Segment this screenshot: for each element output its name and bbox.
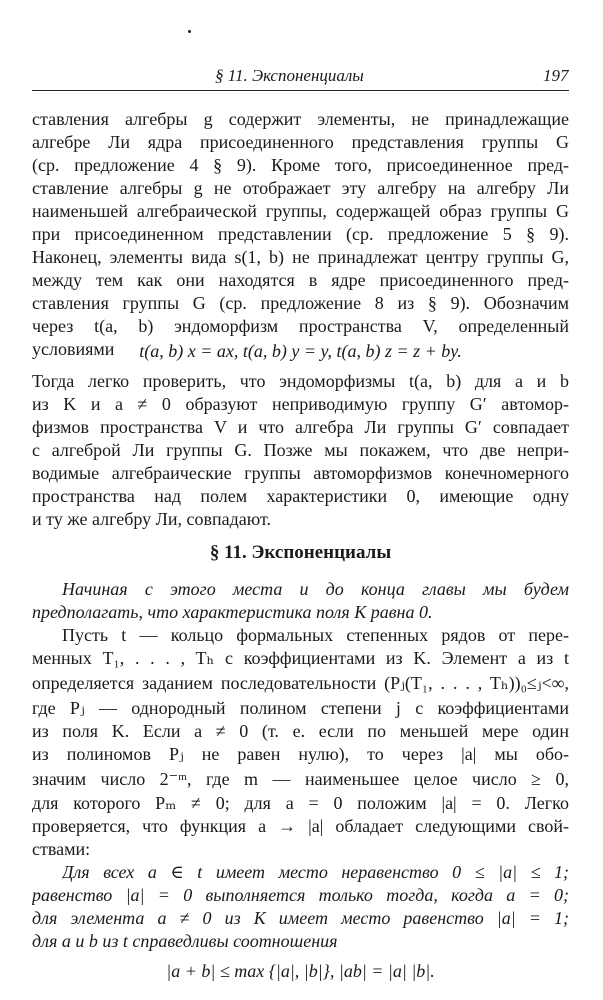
text-line: пространства над полем характеристики 0, имеющие одну	[32, 486, 569, 506]
text-line: Наконец, элементы вида s(1, b) не принадлежат центру группы G,	[32, 247, 569, 267]
text-line: Начиная с этого места и до конца главы мы будем	[62, 579, 569, 599]
formula-endomorphism: t(a, b) x = ax, t(a, b) y = y, t(a, b) z = z + by.	[139, 341, 462, 361]
text-line: для элемента a ≠ 0 из K имеет место равенство |a| = 1;	[32, 908, 569, 928]
text-line: из полиномов Pⱼ не равен нулю), то через |a| мы обо-	[32, 744, 569, 764]
text-line: физмов пространства V и что алгебра Ли группы G′ совпадает	[32, 417, 569, 437]
text-line: Для всех a ∈ t имеет место неравенство 0 ≤ |a| ≤ 1;	[62, 862, 569, 882]
text-line: Пусть t — кольцо формальных степенных рядов от пере-	[62, 625, 569, 645]
formula-absolute-value: |a + b| ≤ max {|a|, |b|}, |ab| = |a| |b|.	[166, 961, 435, 981]
text-line: через t(a, b) эндоморфизм пространства V, определенный	[32, 316, 569, 336]
text-line: определяется заданием последовательности (Pⱼ(T₁, . . . , Tₕ))₀≤ⱼ<∞,	[32, 673, 569, 693]
text-line: равенство |a| = 0 выполняется только тогда, когда a = 0;	[32, 885, 569, 905]
text-line: ствами:	[32, 839, 91, 859]
text-line: предполагать, что характеристика поля K равна 0.	[32, 602, 433, 622]
text-line: алгебре Ли ядра присоединенного представления группы G	[32, 132, 569, 152]
header-rule	[32, 90, 569, 91]
text-line: наименьшей алгебраической группы, содержащей образ группы G	[32, 201, 569, 221]
text-line: где Pⱼ — однородный полином степени j с коэффициентами	[32, 698, 569, 718]
text-line: Тогда легко проверить, что эндоморфизмы t(a, b) для a и b	[32, 371, 569, 391]
text-line: и ту же алгебру Ли, совпадают.	[32, 509, 271, 529]
text-line: с алгеброй Ли группы G. Позже мы покажем, что две непри-	[32, 440, 569, 460]
running-header-title: § 11. Экспоненциалы	[215, 66, 364, 85]
text-line: при присоединенном представлении (ср. предложение 5 § 9).	[32, 224, 569, 244]
text-line: ставление алгебры g не отображает эту алгебру на алгебру Ли	[32, 178, 569, 198]
text-line: водимые алгебраические группы автоморфизмов конечномерного	[32, 463, 569, 483]
text-line: (ср. предложение 4 § 9). Кроме того, присоединенное пред-	[32, 155, 569, 175]
text-line: ставления группы G (ср. предложение 8 из § 9). Обозначим	[32, 293, 569, 313]
text-line: менных T₁, . . . , Tₕ с коэффициентами из K. Элемент a из t	[32, 648, 569, 668]
printing-speck	[188, 30, 191, 33]
text-line: для a и b из t справедливы соотношения	[32, 931, 338, 951]
text-line: условиями	[32, 339, 115, 359]
text-line: из K и a ≠ 0 образуют неприводимую группу G′ автомор-	[32, 394, 569, 414]
page-number: 197	[543, 66, 569, 85]
text-line: проверяется, что функция a → |a| обладает следующими свой-	[32, 816, 569, 836]
text-line: между тем как они находятся в ядре присоединенного пред-	[32, 270, 569, 290]
text-line: из поля K. Если a ≠ 0 (т. е. если по меньшей мере один	[32, 721, 569, 741]
text-line: для которого Pₘ ≠ 0; для a = 0 положим |a| = 0. Легко	[32, 793, 569, 813]
text-line: значим число 2⁻ᵐ, где m — наименьшее целое число ≥ 0,	[32, 769, 569, 789]
text-line: ставления алгебры g содержит элементы, не принадлежащие	[32, 109, 569, 129]
section-heading: § 11. Экспоненциалы	[209, 542, 392, 563]
